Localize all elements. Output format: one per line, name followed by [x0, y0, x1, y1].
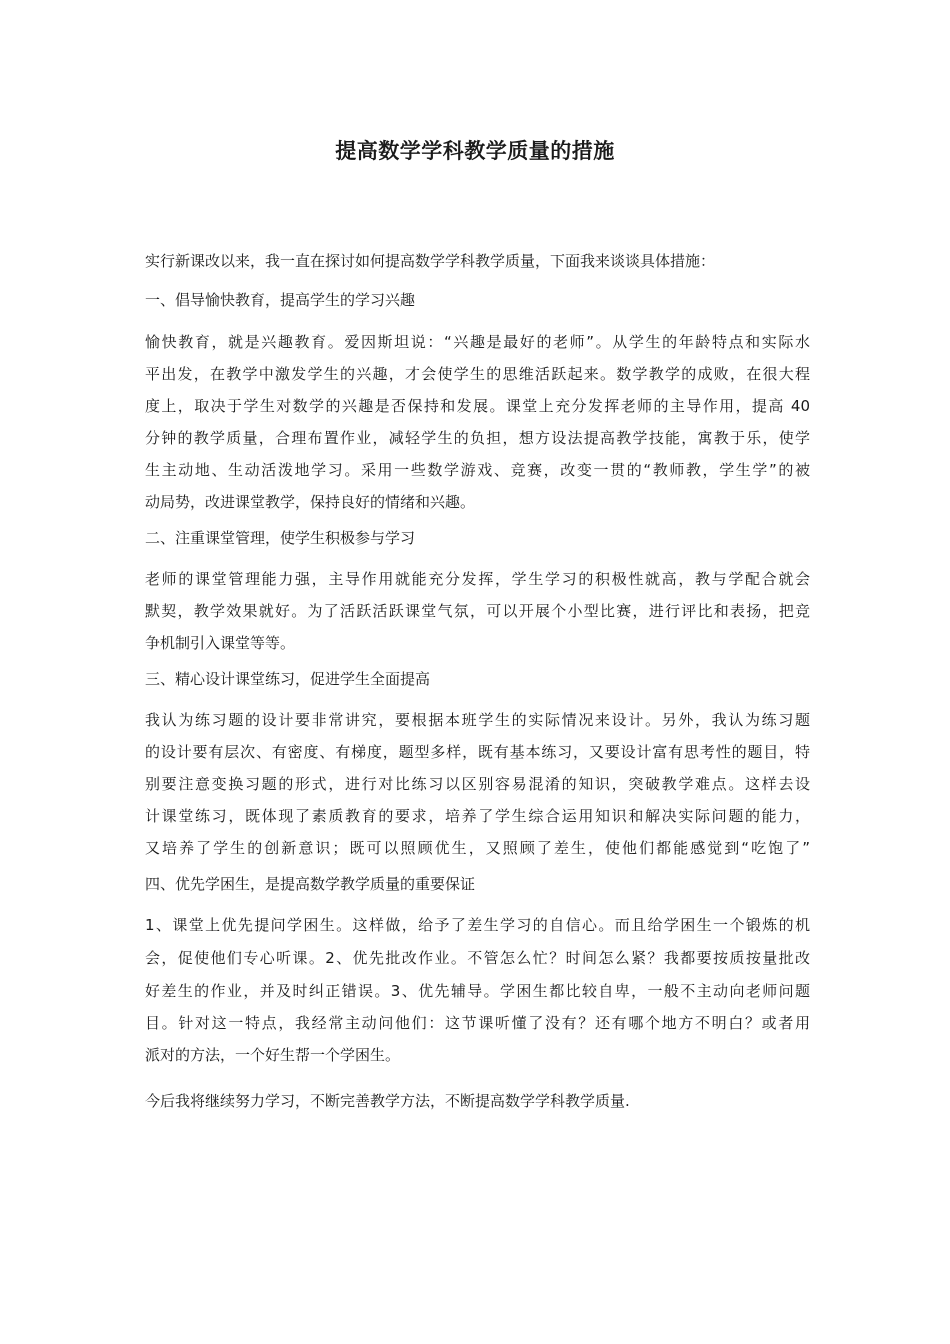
section-2-line: 老师的课堂管理能力强，主导作用就能充分发挥，学生学习的积极性就高，教与学配合就会: [145, 570, 810, 588]
section-4-heading: 四、优先学困生，是提高数学教学质量的重要保证: [145, 875, 476, 893]
closing-paragraph: 今后我将继续努力学习，不断完善教学方法，不断提高数学学科教学质量.: [145, 1092, 630, 1110]
section-1-line: 平出发，在教学中激发学生的兴趣，才会使学生的思维活跃起来。数学教学的成败，在很大程: [145, 365, 810, 383]
section-4-line: 目。针对这一特点，我经常主动问他们：这节课听懂了没有？还有哪个地方不明白？或者用: [145, 1014, 810, 1032]
section-1-line: 分钟的教学质量，合理布置作业，减轻学生的负担，想方设法提高教学技能，寓教于乐，使学: [145, 429, 810, 447]
section-1-line: 动局势，改进课堂教学，保持良好的情绪和兴趣。: [145, 493, 476, 511]
section-2-line: 默契，教学效果就好。为了活跃活跃课堂气氛，可以开展个小型比赛，进行评比和表扬，把竞: [145, 602, 810, 620]
section-1-line: 度上，取决于学生对数学的兴趣是否保持和发展。课堂上充分发挥老师的主导作用，提高 40: [145, 397, 810, 415]
section-4-line: 会，促使他们专心听课。2、优先批改作业。不管怎么忙？时间怎么紧？我都要按质按量批改: [145, 949, 810, 967]
section-1-line: 生主动地、生动活泼地学习。采用一些数学游戏、竞赛，改变一贯的“教师教，学生学”的被: [145, 461, 810, 479]
section-4-line: 好差生的作业，并及时纠正错误。3、优先辅导。学困生都比较自卑，一般不主动向老师问题: [145, 982, 810, 1000]
section-1-line: 愉快教育，就是兴趣教育。爱因斯坦说：“兴趣是最好的老师”。从学生的年龄特点和实际水: [145, 333, 810, 351]
section-1-heading: 一、倡导愉快教育，提高学生的学习兴趣: [145, 291, 416, 309]
section-3-line: 又培养了学生的创新意识；既可以照顾优生，又照顾了差生，使他们都能感觉到“吃饱了”: [145, 839, 810, 857]
section-4-line: 1、课堂上优先提问学困生。这样做，给予了差生学习的自信心。而且给学困生一个锻炼的机: [145, 916, 810, 934]
section-3-line: 别要注意变换习题的形式，进行对比练习以区别容易混淆的知识，突破教学难点。这样去设: [145, 775, 810, 793]
section-3-line: 的设计要有层次、有密度、有梯度，题型多样，既有基本练习，又要设计富有思考性的题目，特: [145, 743, 810, 761]
section-3-line: 我认为练习题的设计要非常讲究，要根据本班学生的实际情况来设计。另外，我认为练习题: [145, 711, 810, 729]
section-2-line: 争机制引入课堂等等。: [145, 634, 296, 652]
section-3-heading: 三、精心设计课堂练习，促进学生全面提高: [145, 670, 431, 688]
section-3-line: 计课堂练习，既体现了素质教育的要求，培养了学生综合运用知识和解决实际问题的能力，: [145, 807, 810, 825]
document-title: 提高数学学科教学质量的措施: [335, 139, 615, 163]
section-2-heading: 二、注重课堂管理，使学生积极参与学习: [145, 529, 416, 547]
intro-paragraph: 实行新课改以来，我一直在探讨如何提高数学学科教学质量，下面我来谈谈具体措施：: [145, 252, 716, 270]
section-4-line: 派对的方法，一个好生帮一个学困生。: [145, 1046, 401, 1064]
